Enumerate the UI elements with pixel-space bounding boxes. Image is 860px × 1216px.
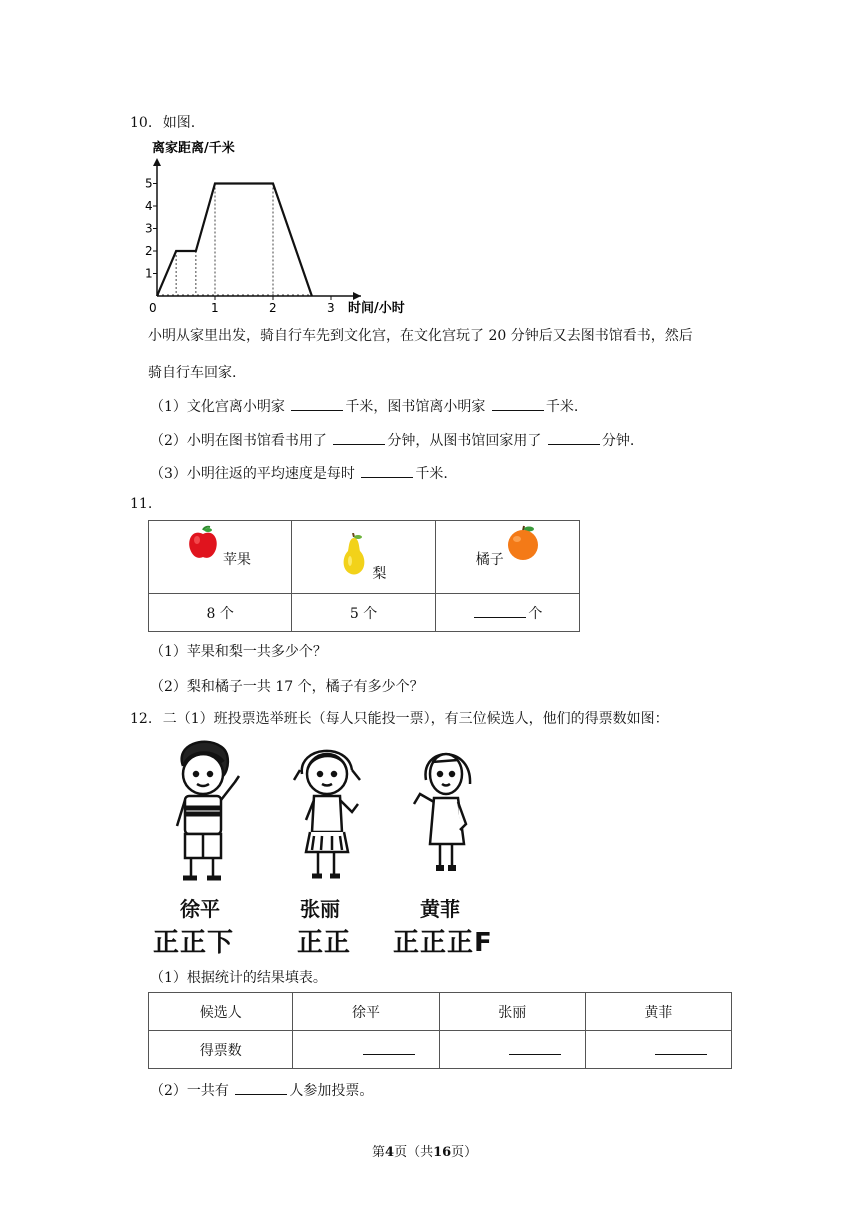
- q10-sub1-c: 千米.: [545, 399, 579, 415]
- y-tick-label: 5: [145, 176, 153, 191]
- q10-sub1-a: （1）文化宫离小明家: [150, 399, 285, 415]
- vote-table-row: [149, 1031, 732, 1069]
- q11-sub2: （2）梨和橘子一共 17 个，橘子有多少个？: [150, 679, 424, 695]
- q10-sub1-b: 千米，图书馆离小明家: [345, 399, 486, 415]
- apple-count: 8 个: [149, 594, 292, 632]
- votes-huangfei-blank[interactable]: [655, 1040, 707, 1055]
- distance-series-line: [157, 184, 312, 297]
- footer-a: 第: [372, 1145, 386, 1160]
- q10-sub3-b: 千米.: [415, 466, 448, 482]
- candidate-name-huangfei: 黄菲: [420, 897, 460, 921]
- tally-huangfei: 正正正F: [393, 928, 493, 958]
- y-tick-label: 4: [145, 199, 153, 213]
- votes-xuping-blank[interactable]: [363, 1040, 415, 1055]
- candidate-name-zhangli: 张丽: [300, 897, 340, 921]
- orange-icon: [506, 525, 540, 561]
- q12-title: 二（1）班投票选举班长（每人只能投一票），有三位候选人，他们的得票数如图：: [162, 711, 669, 727]
- votes-huangfei-cell: [585, 1031, 731, 1069]
- x-tick-label: 2: [269, 301, 277, 315]
- x-axis-arrow: [353, 292, 361, 300]
- orange-cell: [435, 521, 579, 594]
- candidate-girl1-illustration: [290, 740, 370, 886]
- fruit-table: [148, 520, 580, 632]
- y-tick-label: 1: [145, 266, 153, 281]
- header-zhangli: 张丽: [439, 993, 585, 1031]
- fruit-row: [149, 521, 580, 594]
- y-tick-label: 3: [145, 221, 153, 236]
- q12-sub2-b: 人参加投票。: [289, 1083, 374, 1099]
- chart-ylabel: 离家距离/千米: [152, 141, 235, 156]
- q12-heading: [130, 708, 669, 728]
- apple-label: 苹果: [223, 552, 251, 568]
- footer-b: 页（共: [394, 1145, 434, 1160]
- q10-sub1-blank2[interactable]: [492, 396, 544, 411]
- q10-intro-line2: 骑自行车回家.: [148, 365, 237, 381]
- q12-sub2-a: （2）一共有: [150, 1083, 229, 1099]
- q10-sub3-a: （3）小明往返的平均速度是每时: [150, 466, 355, 482]
- q11-number: 11.: [130, 496, 153, 512]
- row-label-votes: 得票数: [149, 1031, 293, 1069]
- q10-heading: [130, 112, 195, 132]
- q12-sub1: （1）根据统计的结果填表。: [150, 970, 327, 986]
- x-tick-label: 1: [211, 301, 219, 315]
- q11-sub1: （1）苹果和梨一共多少个？: [150, 644, 327, 660]
- q10-sub2-a: （2）小明在图书馆看书用了: [150, 433, 327, 449]
- q12-number: 12.: [130, 711, 153, 727]
- candidate-name-xuping: 徐平: [180, 897, 220, 921]
- header-candidate: 候选人: [149, 993, 293, 1031]
- q10-sub2: [150, 430, 634, 450]
- orange-label: 橘子: [475, 552, 504, 568]
- q10-number: 10.: [130, 115, 153, 131]
- q12-sub2: [150, 1080, 373, 1100]
- distance-time-chart: [140, 134, 430, 316]
- header-huangfei: 黄菲: [585, 993, 731, 1031]
- orange-count-cell: [435, 594, 579, 632]
- pear-icon: [340, 533, 368, 575]
- q10-title: 如图.: [162, 115, 196, 131]
- pear-label: 梨: [372, 566, 387, 582]
- footer-c: 页）: [451, 1145, 478, 1160]
- orange-count-blank[interactable]: [474, 603, 526, 618]
- x-tick-label: 3: [327, 301, 335, 315]
- q10-sub1-blank1[interactable]: [291, 396, 343, 411]
- q10-sub3-blank[interactable]: [361, 463, 413, 478]
- apple-icon: [187, 525, 219, 561]
- tally-xuping: 正正下: [153, 928, 235, 958]
- count-row: [149, 594, 580, 632]
- votes-zhangli-blank[interactable]: [509, 1040, 561, 1055]
- y-tick-label: 2: [145, 244, 153, 258]
- x-tick-label: 0: [149, 301, 157, 315]
- q10-sub2-c: 分钟.: [601, 433, 635, 449]
- vote-table-header: [149, 993, 732, 1031]
- q10-sub2-b: 分钟，从图书馆回家用了: [387, 433, 542, 449]
- y-axis-arrow: [153, 158, 161, 166]
- q10-sub3: [150, 463, 448, 483]
- pear-count: 5 个: [292, 594, 435, 632]
- q12-sub2-blank[interactable]: [235, 1080, 287, 1095]
- pear-cell: [292, 521, 435, 594]
- footer-total: 16: [433, 1145, 452, 1160]
- votes-zhangli-cell: [439, 1031, 585, 1069]
- q10-sub2-blank2[interactable]: [548, 430, 600, 445]
- candidate-boy-illustration: [165, 736, 255, 886]
- tally-zhangli: 正正: [297, 928, 352, 958]
- chart-xlabel: 时间/小时: [348, 301, 405, 316]
- vote-table: [148, 992, 732, 1069]
- page-footer: [372, 1141, 477, 1160]
- header-xuping: 徐平: [293, 993, 439, 1031]
- apple-cell: [149, 521, 292, 594]
- footer-page: 4: [385, 1145, 395, 1160]
- q10-sub1: [150, 396, 578, 416]
- q10-intro-line1: 小明从家里出发，骑自行车先到文化宫，在文化宫玩了 20 分钟后又去图书馆看书，然后: [148, 328, 693, 344]
- q10-sub2-blank1[interactable]: [333, 430, 385, 445]
- orange-count-unit: 个: [528, 605, 543, 622]
- votes-xuping-cell: [293, 1031, 439, 1069]
- candidate-girl2-illustration: [410, 740, 490, 886]
